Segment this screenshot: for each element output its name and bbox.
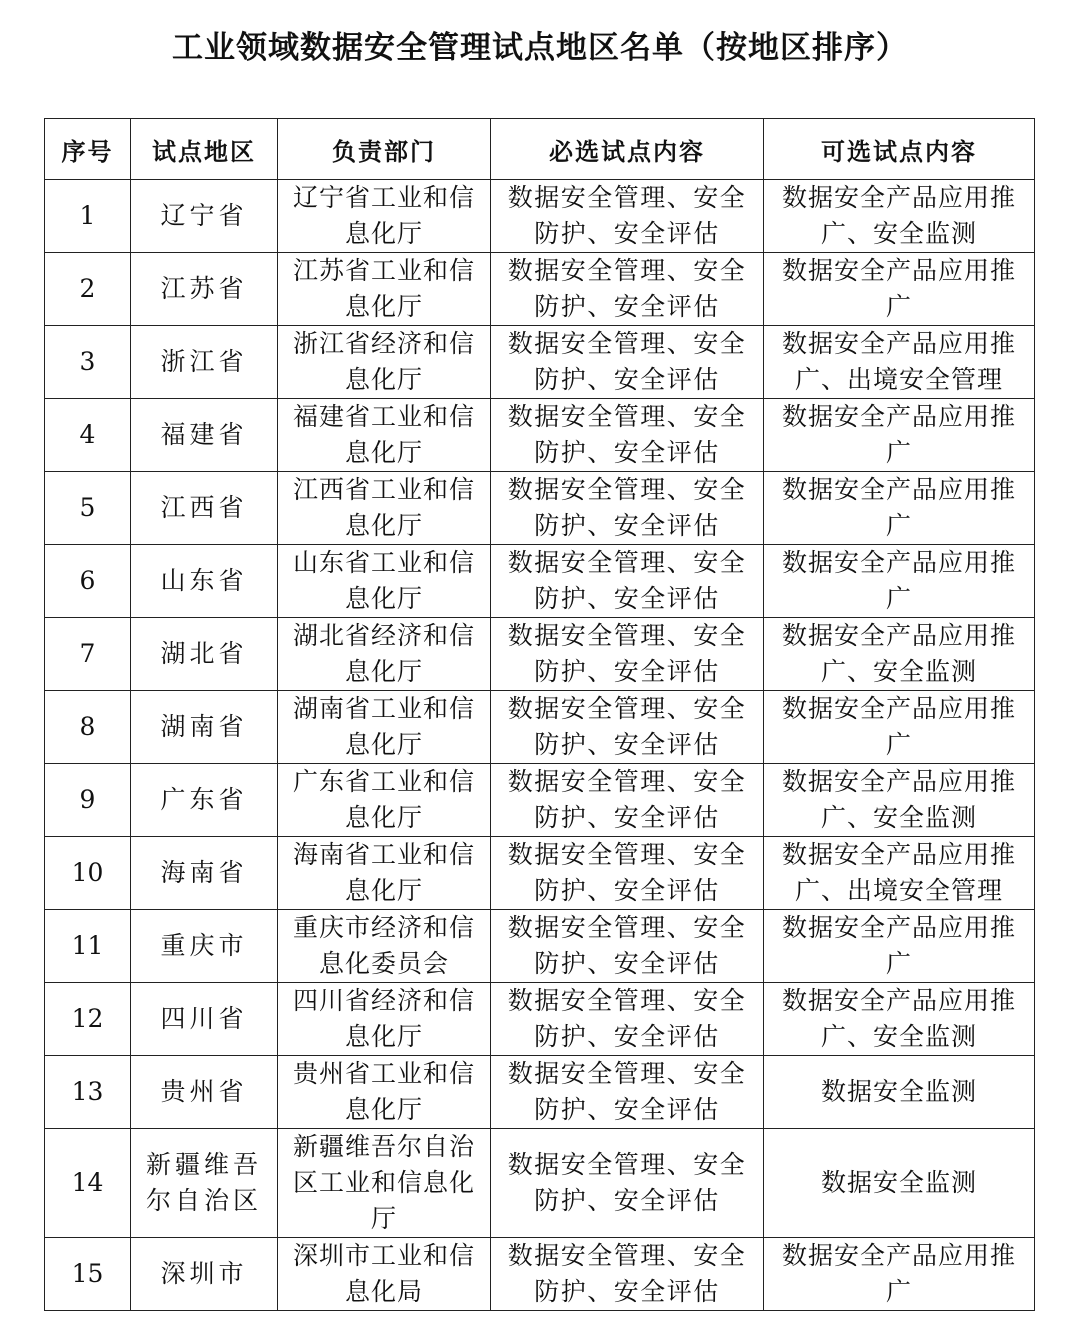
page-title: 工业领域数据安全管理试点地区名单（按地区排序）	[172, 30, 908, 66]
cell-optional: 数据安全产品应用推广	[764, 545, 1035, 618]
cell-optional: 数据安全产品应用推广	[764, 399, 1035, 472]
cell-dept: 海南省工业和信息化厅	[278, 837, 491, 910]
cell-dept: 浙江省经济和信息化厅	[278, 326, 491, 399]
table-row	[45, 253, 1035, 326]
cell-optional: 数据安全产品应用推广、安全监测	[764, 618, 1035, 691]
cell-required: 数据安全管理、安全防护、安全评估	[491, 910, 764, 983]
cell-num: 2	[45, 253, 131, 326]
cell-optional: 数据安全监测	[764, 1056, 1035, 1129]
pilot-regions-table	[44, 118, 1035, 1311]
cell-optional: 数据安全产品应用推广、安全监测	[764, 983, 1035, 1056]
cell-num: 5	[45, 472, 131, 545]
cell-required: 数据安全管理、安全防护、安全评估	[491, 253, 764, 326]
cell-num: 7	[45, 618, 131, 691]
cell-region: 湖北省	[131, 618, 278, 691]
cell-dept: 湖北省经济和信息化厅	[278, 618, 491, 691]
cell-optional: 数据安全产品应用推广	[764, 472, 1035, 545]
cell-dept: 湖南省工业和信息化厅	[278, 691, 491, 764]
table-row	[45, 983, 1035, 1056]
table-row	[45, 545, 1035, 618]
cell-region: 新疆维吾尔自治区	[131, 1129, 278, 1238]
cell-num: 12	[45, 983, 131, 1056]
table-row	[45, 691, 1035, 764]
table-row	[45, 1129, 1035, 1238]
cell-required: 数据安全管理、安全防护、安全评估	[491, 837, 764, 910]
cell-dept: 江苏省工业和信息化厅	[278, 253, 491, 326]
cell-num: 1	[45, 180, 131, 253]
cell-required: 数据安全管理、安全防护、安全评估	[491, 399, 764, 472]
cell-region: 福建省	[131, 399, 278, 472]
cell-dept: 新疆维吾尔自治区工业和信息化厅	[278, 1129, 491, 1238]
cell-region: 海南省	[131, 837, 278, 910]
cell-required: 数据安全管理、安全防护、安全评估	[491, 545, 764, 618]
cell-region: 辽宁省	[131, 180, 278, 253]
cell-region: 江苏省	[131, 253, 278, 326]
table-header-row	[45, 119, 1035, 180]
cell-num: 15	[45, 1238, 131, 1311]
cell-required: 数据安全管理、安全防护、安全评估	[491, 472, 764, 545]
cell-dept: 辽宁省工业和信息化厅	[278, 180, 491, 253]
cell-num: 4	[45, 399, 131, 472]
table-row	[45, 618, 1035, 691]
table-row	[45, 326, 1035, 399]
cell-num: 14	[45, 1129, 131, 1238]
table-row	[45, 910, 1035, 983]
cell-dept: 四川省经济和信息化厅	[278, 983, 491, 1056]
cell-region: 浙江省	[131, 326, 278, 399]
cell-region: 贵州省	[131, 1056, 278, 1129]
table-row	[45, 1056, 1035, 1129]
cell-optional: 数据安全产品应用推广、出境安全管理	[764, 837, 1035, 910]
cell-required: 数据安全管理、安全防护、安全评估	[491, 326, 764, 399]
cell-num: 3	[45, 326, 131, 399]
cell-num: 11	[45, 910, 131, 983]
cell-required: 数据安全管理、安全防护、安全评估	[491, 764, 764, 837]
cell-optional: 数据安全产品应用推广	[764, 1238, 1035, 1311]
cell-region: 深圳市	[131, 1238, 278, 1311]
table-row	[45, 1238, 1035, 1311]
table-row	[45, 399, 1035, 472]
table-body	[45, 180, 1035, 1311]
cell-dept: 贵州省工业和信息化厅	[278, 1056, 491, 1129]
cell-optional: 数据安全监测	[764, 1129, 1035, 1238]
cell-region: 江西省	[131, 472, 278, 545]
cell-region: 山东省	[131, 545, 278, 618]
cell-dept: 福建省工业和信息化厅	[278, 399, 491, 472]
header-region: 试点地区	[131, 119, 278, 180]
cell-required: 数据安全管理、安全防护、安全评估	[491, 1056, 764, 1129]
cell-num: 9	[45, 764, 131, 837]
cell-required: 数据安全管理、安全防护、安全评估	[491, 983, 764, 1056]
cell-dept: 山东省工业和信息化厅	[278, 545, 491, 618]
table-row	[45, 472, 1035, 545]
header-num: 序号	[45, 119, 131, 180]
header-optional: 可选试点内容	[764, 119, 1035, 180]
cell-num: 6	[45, 545, 131, 618]
table-row	[45, 837, 1035, 910]
cell-num: 8	[45, 691, 131, 764]
cell-region: 四川省	[131, 983, 278, 1056]
cell-optional: 数据安全产品应用推广	[764, 691, 1035, 764]
cell-required: 数据安全管理、安全防护、安全评估	[491, 691, 764, 764]
cell-optional: 数据安全产品应用推广、安全监测	[764, 180, 1035, 253]
cell-dept: 重庆市经济和信息化委员会	[278, 910, 491, 983]
cell-optional: 数据安全产品应用推广	[764, 253, 1035, 326]
cell-dept: 广东省工业和信息化厅	[278, 764, 491, 837]
cell-required: 数据安全管理、安全防护、安全评估	[491, 618, 764, 691]
table-row	[45, 180, 1035, 253]
cell-region: 广东省	[131, 764, 278, 837]
cell-num: 10	[45, 837, 131, 910]
cell-required: 数据安全管理、安全防护、安全评估	[491, 1238, 764, 1311]
cell-optional: 数据安全产品应用推广、安全监测	[764, 764, 1035, 837]
cell-optional: 数据安全产品应用推广	[764, 910, 1035, 983]
cell-optional: 数据安全产品应用推广、出境安全管理	[764, 326, 1035, 399]
cell-dept: 江西省工业和信息化厅	[278, 472, 491, 545]
cell-region: 湖南省	[131, 691, 278, 764]
table-row	[45, 764, 1035, 837]
header-required: 必选试点内容	[491, 119, 764, 180]
cell-required: 数据安全管理、安全防护、安全评估	[491, 1129, 764, 1238]
cell-required: 数据安全管理、安全防护、安全评估	[491, 180, 764, 253]
cell-dept: 深圳市工业和信息化局	[278, 1238, 491, 1311]
header-dept: 负责部门	[278, 119, 491, 180]
cell-num: 13	[45, 1056, 131, 1129]
cell-region: 重庆市	[131, 910, 278, 983]
